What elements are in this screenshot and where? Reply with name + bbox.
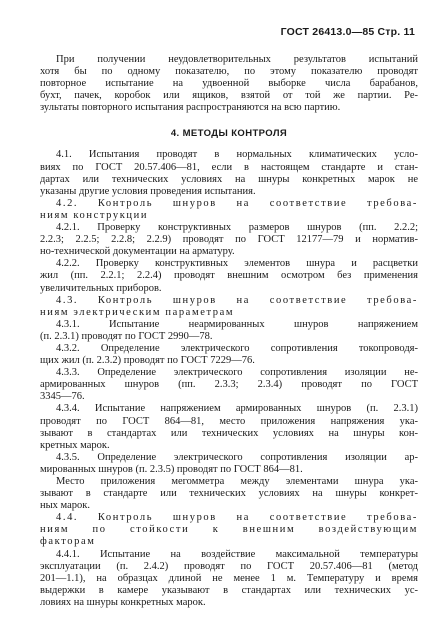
text-line: 4.3.4. Испытание напряжением армированных шнуров (п. 2.3.1) (56, 403, 418, 415)
text-line: 4.3.2. Определение электрического сопротивления токопроводя- (56, 342, 418, 354)
text-line: 201—1.1), на образцах длиной не менее 1 м. Температуру и время (40, 572, 418, 584)
text-line: факторам (40, 536, 96, 548)
text-line: указаны другие условия проведения испытания. (40, 185, 256, 197)
paragraph-4-3-1 (40, 319, 418, 343)
intro-paragraph (40, 54, 418, 114)
text-line: 4.1. Испытания проводят в нормальных климатических усло- (56, 149, 418, 161)
text-line: ных марок. (40, 500, 91, 512)
text-line: эксплуатации (п. 2.4.2) проводят по ГОСТ 20.57.406—81 (метод (40, 560, 418, 572)
text-line: армированных шнуров (пп. 2.3.3; 2.3.4) проводят по ГОСТ (40, 379, 418, 391)
text-line: 4.2.2. Проверку конструктивных элементов шнура и расцветки (56, 258, 418, 270)
text-line: Место приложения мегомметра между элементами шнура ука- (56, 476, 418, 487)
text-line: хотя бы по одному показателю, по этому показателю проводят (40, 66, 418, 78)
paragraph-megohmmeter-place (40, 476, 418, 512)
page-header: ГОСТ 26413.0—85 Стр. 11 (280, 26, 415, 38)
paragraph-4-2-1 (40, 222, 418, 258)
text-line: 4.3.5. Определение электрического сопротивления изоляции ар- (56, 451, 418, 463)
section-title: 4. МЕТОДЫ КОНТРОЛЯ (170, 128, 288, 140)
paragraph-4-3-2 (40, 343, 418, 367)
text-line: щих жил (п. 2.3.2) проводят по ГОСТ 7229—76. (40, 355, 255, 367)
text-line: бухт, пачек, коробок или ящиков, взятой от той же партии. Ре- (40, 90, 418, 102)
text-line: ниям по стойкости к внешним воздействующим (40, 524, 418, 536)
text-line: 3345—76. (40, 391, 85, 403)
paragraph-4-1 (40, 149, 418, 197)
text-line: зультаты повторного испытания распространяются на всю партию. (40, 102, 341, 114)
text-line: ловиях на шнуры конкретных марок. (40, 596, 206, 608)
text-line: 4.4.1. Испытание на воздействие максимальной температуры (56, 548, 418, 560)
text-line: 4.4. Контроль шнуров на соответствие требова- (56, 512, 418, 524)
text-line: жил (пп. 2.2.1; 2.2.4) проводят внешним осмотром без применения (40, 270, 418, 282)
paragraph-4-3-4 (40, 403, 418, 451)
document-body (40, 54, 418, 609)
paragraph-4-3-3 (40, 367, 418, 403)
paragraph-4-2 (40, 198, 418, 222)
text-line: виях по ГОСТ 20.57.406—81, если в настоящем стандарте и стан- (40, 161, 418, 173)
text-line: но-технической документации на арматуру. (40, 246, 235, 258)
text-line: 4.3. Контроль шнуров на соответствие требова- (56, 294, 418, 306)
text-line: дартах или технических условиях на шнуры конкретных марок не (40, 173, 418, 185)
text-line: проводят по ГОСТ 864—81, место приложения напряжения ука- (40, 415, 418, 427)
text-line: увеличительных приборов. (40, 282, 162, 294)
text-line: (п. 2.3.1) проводят по ГОСТ 2990—78. (40, 330, 213, 342)
text-line: 4.2. Контроль шнуров на соответствие требова- (56, 197, 418, 209)
text-line: 4.2.1. Проверку конструктивных размеров шнуров (пп. 2.2.2; (56, 222, 418, 234)
text-line: зывают в стандарте или технических условиях на шнуры конкрет- (40, 488, 418, 500)
text-line: При получении неудовлетворительных результатов испытаний (56, 54, 418, 65)
text-line: ниям электрическим параметрам (40, 306, 235, 318)
text-line: выдержки в камере указывают в стандартах или технических ус- (40, 584, 418, 596)
paragraph-4-4 (40, 512, 418, 548)
text-line: 2.2.3; 2.2.5; 2.2.8; 2.2.9) проводят по ГОСТ 12177—79 и норматив- (40, 234, 418, 246)
paragraph-4-3-5 (40, 452, 418, 476)
text-line: повторное испытание на удвоенной выборке числа барабанов, (40, 78, 418, 90)
text-line: зывают в стандартах или технических условиях на шнуры кон- (40, 427, 418, 439)
paragraph-4-3 (40, 295, 418, 319)
paragraph-4-4-1 (40, 549, 418, 609)
text-line: мированных шнуров (п. 2.3.5) проводят по ГОСТ 864—81. (40, 463, 303, 475)
text-line: ниям конструкции (40, 209, 149, 221)
text-line: кретных марок. (40, 439, 110, 451)
paragraph-4-2-2 (40, 258, 418, 294)
text-line: 4.3.3. Определение электрического сопротивления изоляции не- (56, 367, 418, 379)
text-line: 4.3.1. Испытание неармированных шнуров напряжением (56, 318, 418, 330)
